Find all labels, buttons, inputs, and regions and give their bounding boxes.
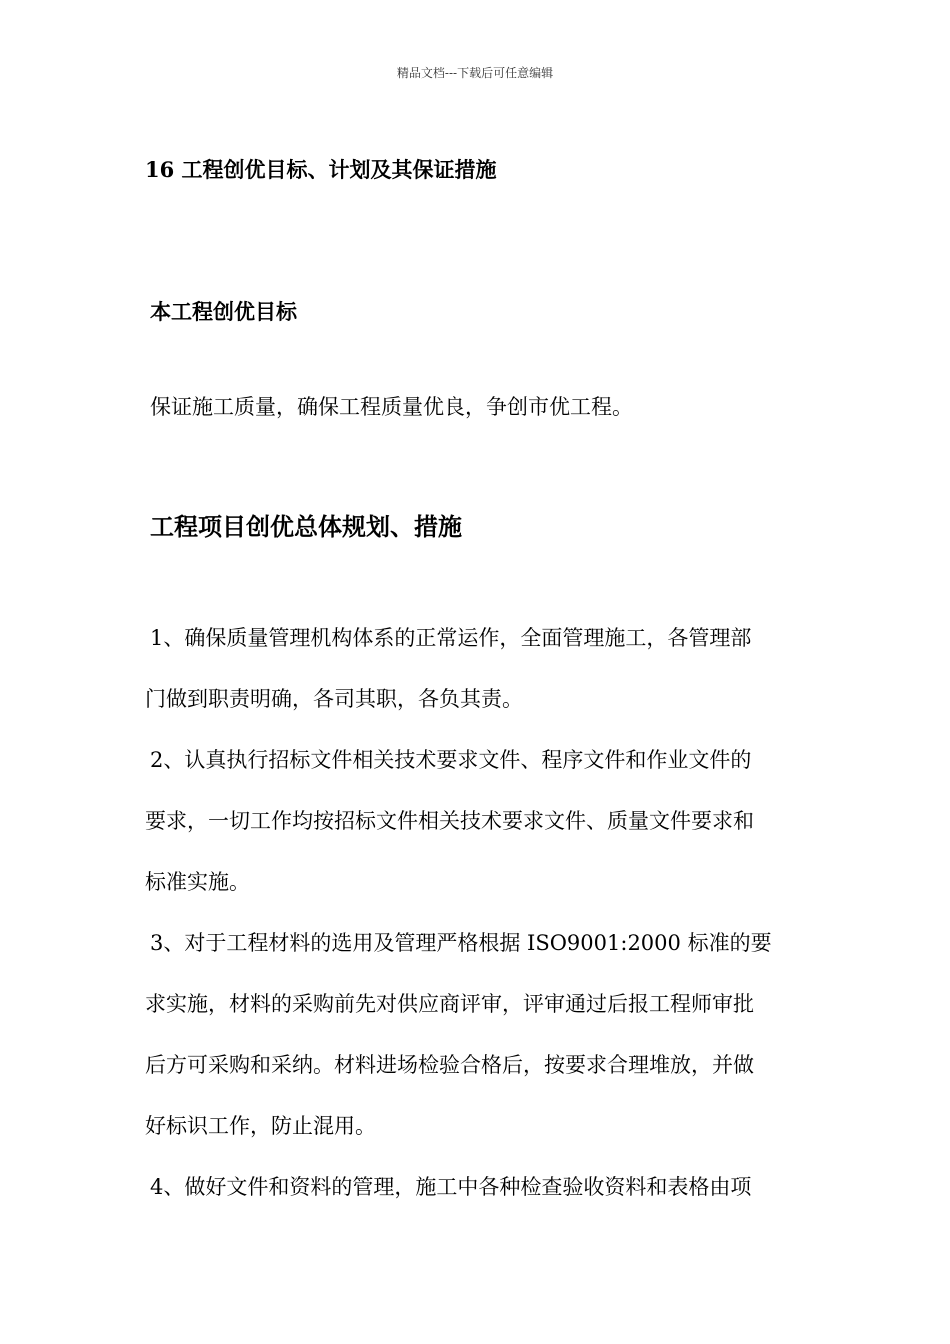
measure-line: 后方可采购和采纳。材料进场检验合格后，按要求合理堆放，并做 [145, 1053, 754, 1077]
page-header: 精品文档---下载后可任意编辑 [396, 66, 554, 80]
measure-line: 门做到职责明确，各司其职，各负其责。 [145, 687, 523, 711]
measure-line: 4、做好文件和资料的管理，施工中各种检查验收资料和表格由项 [150, 1175, 752, 1199]
section-heading-plan: 工程项目创优总体规划、措施 [150, 512, 462, 541]
measure-line: 标准实施。 [145, 870, 250, 894]
measure-line: 2、认真执行招标文件相关技术要求文件、程序文件和作业文件的 [150, 748, 752, 772]
measure-item-1 [145, 608, 805, 730]
measure-item-2 [145, 730, 805, 913]
section-heading-goal: 本工程创优目标 [150, 299, 297, 324]
document-title: 16 工程创优目标、计划及其保证措施 [145, 157, 497, 182]
measure-item-3 [145, 913, 805, 1157]
measure-line: 求实施，材料的采购前先对供应商评审，评审通过后报工程师审批 [145, 992, 754, 1016]
measure-item-4 [145, 1157, 805, 1218]
measure-line: 好标识工作，防止混用。 [145, 1114, 376, 1138]
goal-paragraph: 保证施工质量，确保工程质量优良，争创市优工程。 [150, 395, 633, 419]
measures-list [145, 608, 805, 1218]
measure-line: 1、确保质量管理机构体系的正常运作，全面管理施工，各管理部 [150, 626, 752, 650]
measure-line: 要求，一切工作均按招标文件相关技术要求文件、质量文件要求和 [145, 809, 754, 833]
measure-line: 3、对于工程材料的选用及管理严格根据 ISO9001:2000 标准的要 [150, 931, 772, 955]
